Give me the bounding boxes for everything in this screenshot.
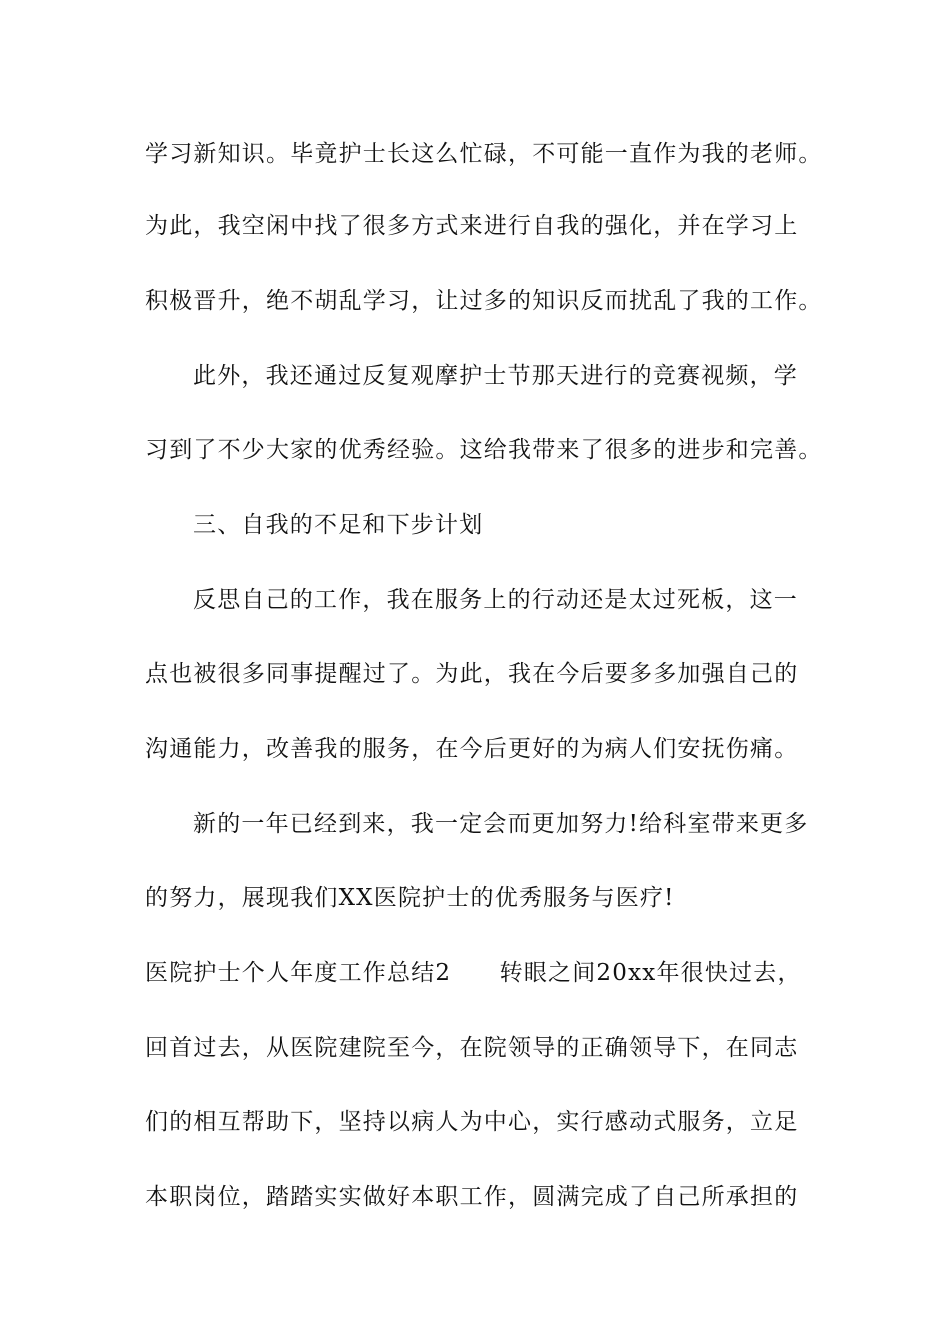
- paragraph-line: 沟通能力，改善我的服务，在今后更好的为病人们安抚伤痛。: [145, 736, 799, 762]
- document-subtitle-line: 医院护士个人年度工作总结2 转眼之间20xx年很快过去，: [145, 960, 802, 986]
- paragraph-line: 本职岗位，踏踏实实做好本职工作，圆满完成了自己所承担的: [145, 1184, 799, 1210]
- paragraph-line: 们的相互帮助下，坚持以病人为中心，实行感动式服务，立足: [145, 1109, 799, 1135]
- paragraph-line: 积极晋升，绝不胡乱学习，让过多的知识反而扰乱了我的工作。: [145, 288, 823, 314]
- paragraph-line: 回首过去，从医院建院至今，在院领导的正确领导下，在同志: [145, 1035, 799, 1061]
- paragraph-line: 为此，我空闲中找了很多方式来进行自我的强化，并在学习上: [145, 213, 799, 239]
- paragraph-line: 学习新知识。毕竟护士长这么忙碌，不可能一直作为我的老师。: [145, 141, 823, 167]
- paragraph-line: 点也被很多同事提醒过了。为此，我在今后要多多加强自己的: [145, 661, 799, 687]
- section-heading: 三、自我的不足和下步计划: [193, 512, 484, 538]
- paragraph-line: 的努力，展现我们XX医院护士的优秀服务与医疗!: [145, 885, 675, 911]
- paragraph-line: 新的一年已经到来，我一定会而更加努力!给科室带来更多: [193, 811, 809, 837]
- paragraph-line: 此外，我还通过反复观摩护士节那天进行的竞赛视频，学: [193, 363, 798, 389]
- paragraph-line: 习到了不少大家的优秀经验。这给我带来了很多的进步和完善。: [145, 437, 823, 463]
- paragraph-line: 反思自己的工作，我在服务上的行动还是太过死板，这一: [193, 587, 798, 613]
